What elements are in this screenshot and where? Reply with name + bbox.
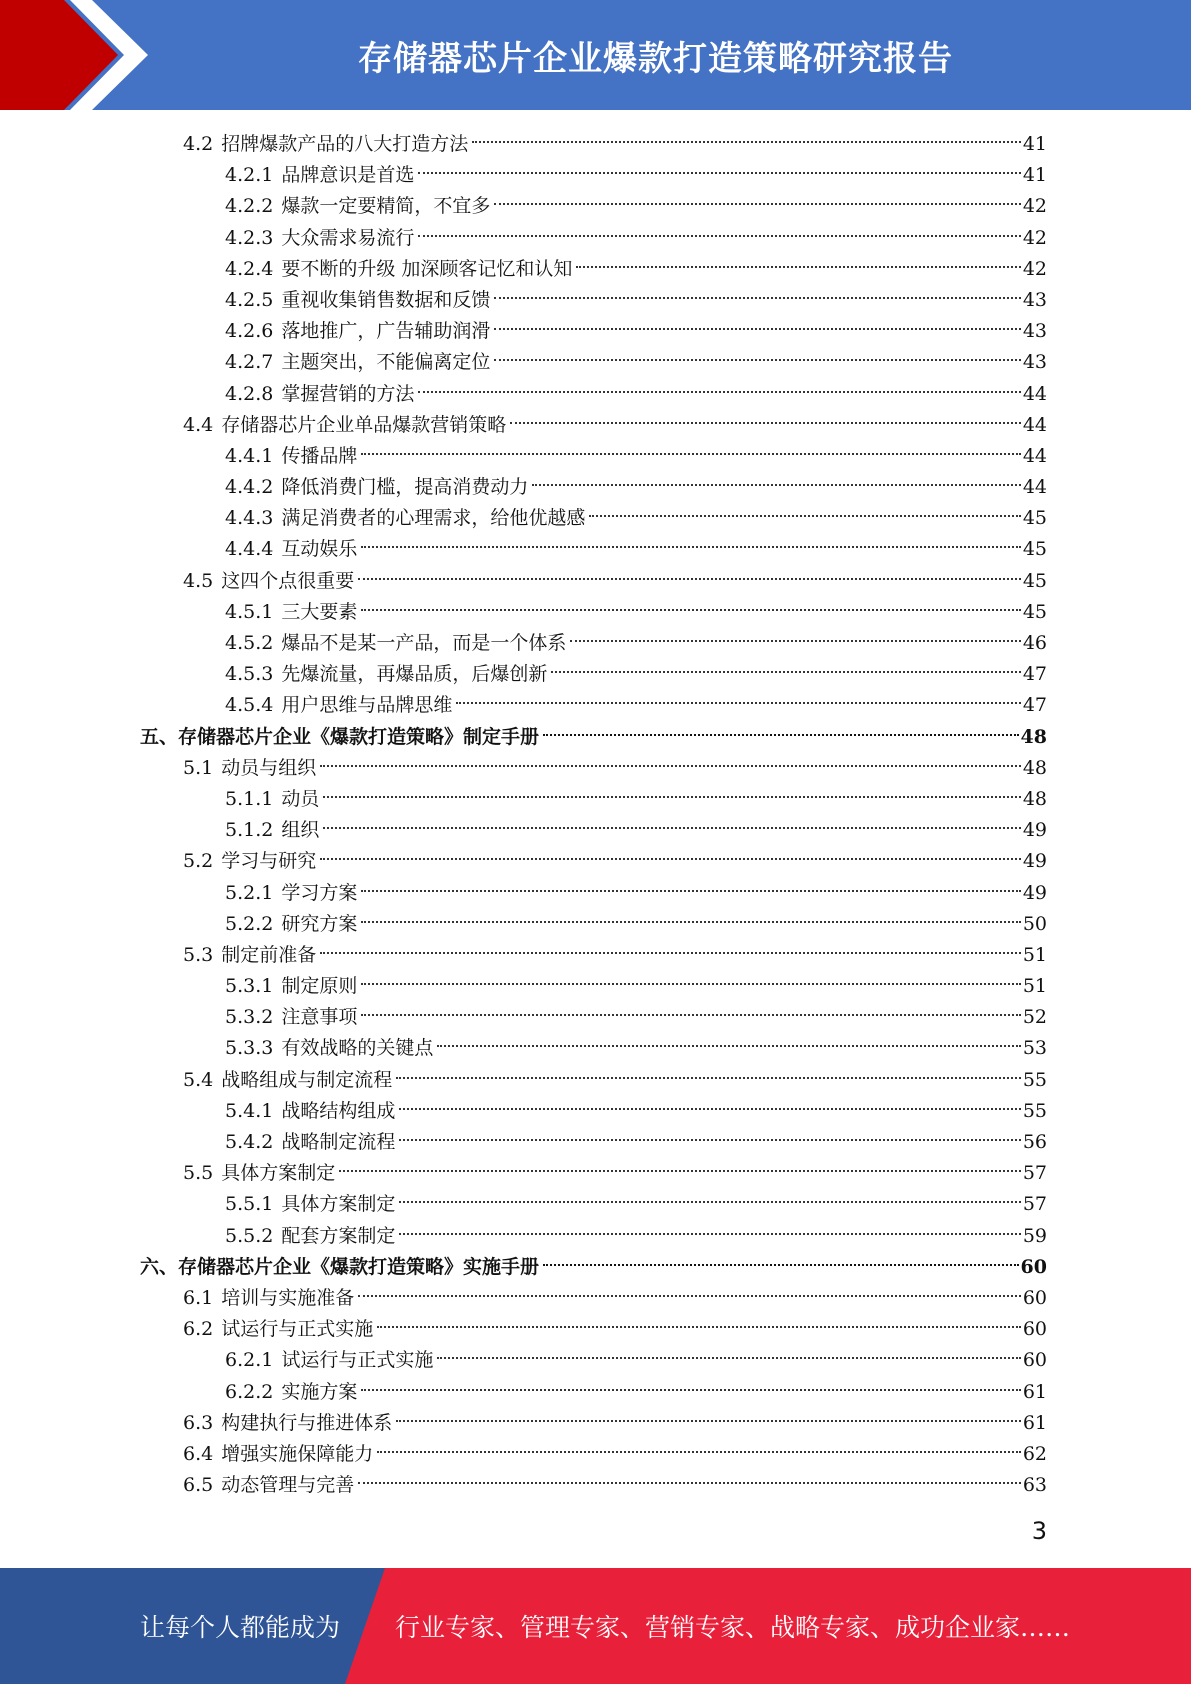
toc-entry-title: 有效战略的关键点: [281, 1037, 434, 1060]
toc-entry[interactable]: [0, 659, 1191, 690]
toc-dot-leader: [532, 484, 1020, 486]
toc-entry-line: [183, 1314, 1047, 1345]
toc-entry-number: 4.5.2: [225, 632, 274, 654]
toc-entry-number: 6.4: [183, 1442, 214, 1465]
toc-dot-leader: [543, 1264, 1019, 1266]
toc-dot-leader: [361, 546, 1020, 548]
toc-entry[interactable]: [0, 753, 1191, 784]
toc-entry-line: [225, 690, 1047, 721]
toc-entry[interactable]: [0, 1439, 1191, 1470]
footer-slogan-left: 让每个人都能成为: [140, 1613, 341, 1642]
toc-entry-number: 4.5: [183, 569, 214, 592]
toc-entry-page: 61: [1022, 1380, 1047, 1403]
toc-dot-leader: [399, 1201, 1020, 1203]
toc-dot-leader: [361, 890, 1020, 892]
toc-entry[interactable]: [0, 1096, 1191, 1127]
toc-entry-title: 战略结构组成: [281, 1099, 396, 1122]
toc-dot-leader: [396, 1077, 1021, 1079]
toc-entry-title: 五、存储器芯片企业《爆款打造策略》制定手册: [140, 725, 540, 748]
toc-entry-line: [225, 971, 1047, 1002]
toc-entry-number: 4.2.3: [225, 226, 274, 249]
toc-entry-number: 5.1.2: [225, 819, 274, 842]
toc-dot-leader: [320, 952, 1021, 954]
toc-entry-title: 学习方案: [281, 881, 358, 904]
toc-entry-page: 42: [1022, 195, 1047, 218]
toc-entry-title: 互动娱乐: [281, 538, 358, 561]
toc-entry-line: [183, 1065, 1047, 1096]
toc-entry-number: 6.3: [183, 1411, 214, 1434]
toc-entry-page: 60: [1022, 1349, 1047, 1372]
toc-entry-number: 5.3: [183, 943, 214, 966]
toc-entry-title: 学习与研究: [221, 850, 317, 873]
toc-entry[interactable]: [0, 846, 1191, 877]
toc-entry[interactable]: [0, 1127, 1191, 1158]
toc-entry-title: 战略制定流程: [281, 1131, 396, 1153]
toc-entry-number: 4.2.2: [225, 195, 274, 218]
toc-entry-line: [183, 1439, 1047, 1470]
toc-dot-leader: [543, 734, 1019, 736]
toc-dot-leader: [510, 422, 1021, 424]
toc-dot-leader: [589, 515, 1020, 517]
toc-entry-title: 先爆流量，再爆品质，后爆创新: [281, 663, 548, 686]
toc-entry-number: 5.4: [183, 1068, 214, 1091]
toc-entry-line: [225, 815, 1047, 846]
toc-entry[interactable]: [0, 534, 1191, 565]
toc-entry[interactable]: [0, 1377, 1191, 1408]
toc-entry-title: 主题突出，不能偏离定位: [281, 351, 491, 374]
toc-entry-page: 45: [1022, 507, 1047, 530]
toc-entry-title: 动员与组织: [221, 756, 317, 779]
toc-entry-line: [225, 1377, 1047, 1408]
toc-entry-line: [225, 347, 1047, 378]
toc-entry-page: 55: [1022, 1099, 1047, 1122]
toc-entry-line: [140, 1252, 1047, 1283]
toc-entry-line: [183, 940, 1047, 971]
toc-dot-leader: [361, 609, 1020, 611]
toc-entry-page: 48: [1022, 787, 1047, 810]
toc-entry-title: 战略组成与制定流程: [221, 1068, 393, 1091]
toc-dot-leader: [323, 796, 1020, 798]
toc-entry-page: 53: [1022, 1037, 1047, 1060]
toc-entry-title: 组织: [281, 819, 320, 842]
toc-entry-page: 50: [1022, 912, 1047, 935]
toc-entry-number: 4.4.4: [225, 538, 274, 561]
toc-entry-title: 落地推广，广告辅助润滑: [281, 320, 491, 343]
toc-dot-leader: [570, 640, 1020, 642]
toc-entry-title: 用户思维与品牌思维: [281, 694, 453, 717]
toc-entry-line: [225, 878, 1047, 909]
toc-entry[interactable]: [0, 1065, 1191, 1096]
toc-entry[interactable]: [0, 940, 1191, 971]
toc-entry-title: 构建执行与推进体系: [221, 1411, 393, 1434]
toc-entry-number: 5.1: [183, 756, 214, 779]
toc-entry-number: 5.3.2: [225, 1006, 274, 1029]
toc-entry-line: [225, 441, 1047, 472]
toc-entry-page: 48: [1022, 756, 1047, 779]
toc-entry-line: [225, 628, 1047, 659]
toc-entry-page: 51: [1022, 943, 1047, 966]
toc-entry[interactable]: [0, 129, 1191, 160]
toc-entry-line: [183, 1470, 1047, 1501]
toc-entry-page: 41: [1022, 133, 1047, 155]
toc-dot-leader: [399, 1108, 1020, 1110]
toc-entry-page: 60: [1022, 1318, 1047, 1341]
toc-entry-page: 60: [1020, 1255, 1047, 1278]
toc-entry[interactable]: [0, 566, 1191, 597]
table-of-contents: [0, 129, 1191, 1501]
toc-entry[interactable]: [0, 191, 1191, 222]
toc-entry-line: [225, 254, 1047, 285]
toc-entry-line: [225, 659, 1047, 690]
toc-entry-title: 具体方案制定: [281, 1193, 396, 1216]
toc-entry-title: 制定原则: [281, 975, 358, 998]
toc-entry-title: 注意事项: [281, 1006, 358, 1029]
toc-entry-number: 5.5.1: [225, 1193, 274, 1216]
toc-dot-leader: [377, 1451, 1021, 1453]
page-number: 3: [1031, 1517, 1047, 1545]
toc-entry-line: [225, 223, 1047, 254]
toc-entry-line: [183, 846, 1047, 877]
toc-entry[interactable]: [0, 285, 1191, 316]
toc-entry-title: 动员: [281, 787, 320, 810]
toc-entry-line: [225, 784, 1047, 815]
toc-entry[interactable]: [0, 815, 1191, 846]
toc-dot-leader: [399, 1139, 1020, 1141]
toc-entry-title: 配套方案制定: [281, 1224, 396, 1247]
toc-entry[interactable]: [0, 472, 1191, 503]
toc-entry-page: 52: [1022, 1006, 1047, 1029]
toc-entry[interactable]: [0, 1033, 1191, 1064]
toc-dot-leader: [437, 1357, 1020, 1359]
toc-entry[interactable]: [0, 971, 1191, 1002]
toc-entry-number: 4.4.1: [225, 444, 274, 467]
toc-entry-number: 4.5.4: [225, 694, 274, 717]
toc-entry[interactable]: [0, 160, 1191, 191]
toc-entry-page: 55: [1022, 1068, 1047, 1091]
footer-slogan-right: 行业专家、管理专家、营销专家、战略专家、成功企业家……: [395, 1613, 1071, 1642]
toc-entry-number: 4.2.1: [225, 164, 274, 187]
toc-entry-page: 42: [1022, 226, 1047, 249]
toc-entry-page: 51: [1022, 975, 1047, 998]
toc-entry-page: 45: [1022, 569, 1047, 592]
toc-entry[interactable]: [0, 878, 1191, 909]
toc-entry[interactable]: [0, 316, 1191, 347]
toc-entry-number: 6.2: [183, 1318, 214, 1341]
toc-entry[interactable]: [0, 784, 1191, 815]
toc-entry-title: 要不断的升级 加深顾客记忆和认知: [281, 257, 573, 280]
toc-entry-line: [225, 597, 1047, 628]
toc-entry-line: [225, 1221, 1047, 1252]
toc-dot-leader: [361, 1389, 1020, 1391]
toc-dot-leader: [494, 328, 1020, 330]
toc-dot-leader: [437, 1045, 1020, 1047]
toc-entry-line: [140, 722, 1047, 753]
toc-entry-page: 60: [1022, 1286, 1047, 1309]
toc-entry[interactable]: [0, 1470, 1191, 1501]
toc-entry-title: 满足消费者的心理需求，给他优越感: [281, 507, 586, 530]
toc-entry[interactable]: [0, 1345, 1191, 1376]
toc-entry-line: [225, 1033, 1047, 1064]
toc-entry-page: 48: [1020, 725, 1047, 748]
toc-dot-leader: [361, 983, 1020, 985]
toc-entry[interactable]: [0, 722, 1191, 753]
toc-entry-page: 43: [1022, 351, 1047, 374]
toc-entry-line: [225, 909, 1047, 940]
toc-entry[interactable]: [0, 1221, 1191, 1252]
toc-entry-page: 63: [1022, 1474, 1047, 1497]
toc-entry-line: [183, 566, 1047, 597]
toc-entry-page: 43: [1022, 320, 1047, 343]
toc-entry-page: 44: [1022, 444, 1047, 467]
toc-entry[interactable]: [0, 1283, 1191, 1314]
toc-entry-number: 4.2.8: [225, 382, 274, 405]
toc-entry-number: 4.5.1: [225, 600, 274, 623]
toc-entry-line: [225, 285, 1047, 316]
toc-entry-line: [225, 1096, 1047, 1127]
page-header: [0, 0, 1191, 110]
toc-dot-leader: [358, 578, 1021, 580]
toc-entry-line: [225, 503, 1047, 534]
toc-entry-line: [183, 753, 1047, 784]
toc-entry-number: 5.2: [183, 850, 214, 873]
toc-dot-leader: [361, 921, 1020, 923]
toc-entry-number: 5.4.2: [225, 1131, 274, 1153]
toc-entry-title: 爆品不是某一产品，而是一个体系: [281, 632, 567, 654]
toc-entry-line: [225, 379, 1047, 410]
toc-entry-number: 4.4.2: [225, 476, 274, 499]
toc-dot-leader: [320, 858, 1021, 860]
toc-entry[interactable]: [0, 628, 1191, 659]
toc-entry-title: 传播品牌: [281, 444, 358, 467]
toc-entry-number: 4.2.7: [225, 351, 274, 374]
toc-entry-page: 43: [1022, 288, 1047, 311]
toc-entry-title: 重视收集销售数据和反馈: [281, 288, 491, 311]
toc-entry-page: 49: [1022, 819, 1047, 842]
toc-entry-number: 5.1.1: [225, 787, 274, 810]
toc-entry-title: 三大要素: [281, 600, 358, 623]
toc-entry-number: 6.5: [183, 1474, 214, 1497]
toc-entry[interactable]: [0, 1002, 1191, 1033]
header-arrow-decoration: [0, 0, 150, 110]
toc-entry[interactable]: [0, 503, 1191, 534]
toc-entry-title: 大众需求易流行: [281, 226, 415, 249]
toc-entry-number: 4.4.3: [225, 507, 274, 530]
toc-dot-leader: [418, 391, 1020, 393]
toc-entry-title: 掌握营销的方法: [281, 382, 415, 405]
toc-entry-page: 61: [1022, 1411, 1047, 1434]
toc-dot-leader: [551, 671, 1020, 673]
toc-entry-page: 57: [1022, 1162, 1047, 1185]
toc-entry-title: 实施方案: [281, 1380, 358, 1403]
toc-dot-leader: [323, 827, 1020, 829]
toc-dot-leader: [418, 172, 1020, 174]
toc-entry-number: 5.5: [183, 1162, 214, 1185]
toc-entry-line: [225, 1002, 1047, 1033]
toc-entry-line: [225, 1189, 1047, 1220]
toc-entry-number: 5.3.1: [225, 975, 274, 998]
toc-entry[interactable]: [0, 597, 1191, 628]
toc-entry[interactable]: [0, 347, 1191, 378]
toc-entry-number: 4.2: [183, 133, 214, 155]
toc-entry-page: 47: [1022, 663, 1047, 686]
toc-dot-leader: [339, 1170, 1021, 1172]
toc-entry-page: 44: [1022, 382, 1047, 405]
toc-entry-title: 制定前准备: [221, 943, 317, 966]
toc-entry-page: 49: [1022, 850, 1047, 873]
toc-entry-title: 爆款一定要精简，不宜多: [281, 195, 491, 218]
toc-entry-page: 59: [1022, 1224, 1047, 1247]
toc-entry[interactable]: [0, 1252, 1191, 1283]
toc-dot-leader: [361, 1014, 1020, 1016]
toc-dot-leader: [494, 297, 1020, 299]
toc-entry-number: 5.2.1: [225, 881, 274, 904]
toc-entry-title: 动态管理与完善: [221, 1474, 355, 1497]
toc-entry-page: 49: [1022, 881, 1047, 904]
toc-dot-leader: [494, 203, 1020, 205]
toc-dot-leader: [576, 266, 1020, 268]
toc-entry[interactable]: [0, 1158, 1191, 1189]
toc-entry[interactable]: [0, 690, 1191, 721]
toc-entry-number: 6.2.2: [225, 1380, 274, 1403]
toc-entry-line: [225, 534, 1047, 565]
toc-dot-leader: [361, 453, 1020, 455]
toc-entry[interactable]: [0, 1314, 1191, 1345]
toc-entry-page: 42: [1022, 257, 1047, 280]
toc-dot-leader: [358, 1295, 1021, 1297]
toc-entry-title: 研究方案: [281, 912, 358, 935]
toc-entry-page: 46: [1022, 632, 1047, 654]
toc-entry-title: 这四个点很重要: [221, 569, 355, 592]
toc-entry-line: [225, 1345, 1047, 1376]
toc-entry[interactable]: [0, 254, 1191, 285]
toc-entry-page: 41: [1022, 164, 1047, 187]
toc-entry-page: 45: [1022, 538, 1047, 561]
toc-entry-line: [225, 1127, 1047, 1158]
toc-entry-title: 试运行与正式实施: [221, 1318, 374, 1341]
toc-entry-page: 44: [1022, 476, 1047, 499]
toc-entry-line: [225, 472, 1047, 503]
toc-entry-number: 4.5.3: [225, 663, 274, 686]
toc-entry[interactable]: [0, 441, 1191, 472]
toc-entry-title: 培训与实施准备: [221, 1286, 355, 1309]
toc-entry[interactable]: [0, 909, 1191, 940]
toc-entry-number: 4.2.4: [225, 257, 274, 280]
toc-entry[interactable]: [0, 1189, 1191, 1220]
toc-dot-leader: [472, 141, 1021, 143]
toc-entry-number: 5.4.1: [225, 1099, 274, 1122]
toc-entry-line: [225, 160, 1047, 191]
toc-entry-title: 存储器芯片企业单品爆款营销策略: [221, 413, 507, 436]
toc-dot-leader: [396, 1420, 1021, 1422]
toc-entry[interactable]: [0, 1408, 1191, 1439]
toc-entry-page: 47: [1022, 694, 1047, 717]
report-title: 存储器芯片企业爆款打造策略研究报告: [358, 38, 953, 79]
toc-entry-line: [225, 191, 1047, 222]
toc-entry-title: 品牌意识是首选: [281, 164, 415, 187]
toc-entry-number: 5.2.2: [225, 912, 274, 935]
toc-dot-leader: [358, 1482, 1021, 1484]
toc-entry[interactable]: [0, 410, 1191, 441]
toc-dot-leader: [494, 359, 1020, 361]
toc-entry-title: 招牌爆款产品的八大打造方法: [221, 133, 469, 155]
toc-dot-leader: [418, 235, 1020, 237]
toc-entry-line: [183, 1283, 1047, 1314]
toc-entry[interactable]: [0, 379, 1191, 410]
toc-entry-page: 57: [1022, 1193, 1047, 1216]
toc-entry-number: 4.4: [183, 413, 214, 436]
toc-entry-title: 降低消费门槛，提高消费动力: [281, 476, 529, 499]
toc-entry-line: [183, 129, 1047, 160]
page-footer: [0, 1568, 1191, 1684]
toc-entry-page: 45: [1022, 600, 1047, 623]
toc-dot-leader: [377, 1326, 1021, 1328]
toc-entry-line: [225, 316, 1047, 347]
toc-entry-number: 6.2.1: [225, 1349, 274, 1372]
toc-entry-number: 6.1: [183, 1286, 214, 1309]
toc-entry-number: 4.2.5: [225, 288, 274, 311]
toc-entry-number: 4.2.6: [225, 320, 274, 343]
toc-dot-leader: [399, 1233, 1020, 1235]
toc-dot-leader: [320, 765, 1021, 767]
toc-entry[interactable]: [0, 223, 1191, 254]
toc-entry-title: 试运行与正式实施: [281, 1349, 434, 1372]
toc-entry-title: 增强实施保障能力: [221, 1442, 374, 1465]
toc-entry-number: 5.5.2: [225, 1224, 274, 1247]
toc-entry-line: [183, 410, 1047, 441]
toc-dot-leader: [456, 702, 1020, 704]
toc-entry-number: 5.3.3: [225, 1037, 274, 1060]
toc-entry-title: 六、存储器芯片企业《爆款打造策略》实施手册: [140, 1255, 540, 1278]
toc-entry-line: [183, 1408, 1047, 1439]
toc-entry-title: 具体方案制定: [221, 1162, 336, 1185]
toc-entry-page: 62: [1022, 1442, 1047, 1465]
toc-entry-page: 56: [1022, 1131, 1047, 1153]
toc-entry-page: 44: [1022, 413, 1047, 436]
toc-entry-line: [183, 1158, 1047, 1189]
